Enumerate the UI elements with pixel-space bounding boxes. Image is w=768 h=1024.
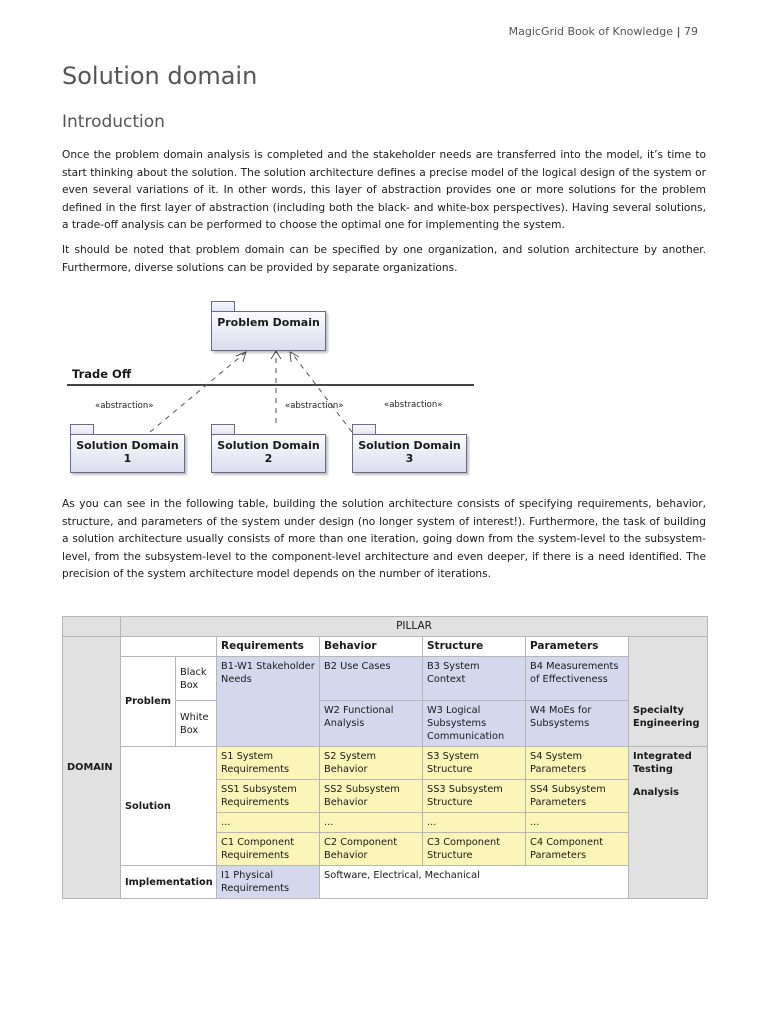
package-label: Problem Domain <box>211 311 326 351</box>
cell-s3: S3 System Structure <box>423 747 526 780</box>
column-header-parameters: Parameters <box>526 637 629 657</box>
side-label-analysis: Analysis <box>629 780 708 899</box>
header-separator: | <box>676 25 681 38</box>
cell-b2: B2 Use Cases <box>320 657 423 701</box>
trade-off-label: Trade Off <box>72 367 132 381</box>
package-solution-domain-3 <box>352 424 467 473</box>
column-header-structure: Structure <box>423 637 526 657</box>
package-solution-domain-1 <box>70 424 185 473</box>
package-label: Solution Domain 2 <box>211 434 326 473</box>
book-title: MagicGrid Book of Knowledge <box>508 25 673 38</box>
package-label: Solution Domain 1 <box>70 434 185 473</box>
stereotype-label-1: «abstraction» <box>95 401 154 411</box>
cell-b4: B4 Measurements of Effectiveness <box>526 657 629 701</box>
cell-w4: W4 MoEs for Subsystems <box>526 701 629 747</box>
package-problem-domain <box>211 301 326 351</box>
row-header-white-box: White Box <box>176 701 217 747</box>
pillar-table <box>62 616 708 899</box>
package-label: Solution Domain 3 <box>352 434 467 473</box>
cell-ellipsis-2: ... <box>320 813 423 833</box>
domain-header: DOMAIN <box>63 637 121 899</box>
cell-ss4: SS4 Subsystem Parameters <box>526 780 629 813</box>
row-header-problem: Problem <box>121 657 176 747</box>
cell-ellipsis-4: ... <box>526 813 629 833</box>
side-label-integrated-testing: Integrated Testing <box>629 747 708 780</box>
cell-b1: B1-W1 Stakeholder Needs <box>217 657 320 747</box>
cell-s1: S1 System Requirements <box>217 747 320 780</box>
row-header-solution: Solution <box>121 747 217 866</box>
row-header-implementation: Implementation <box>121 866 217 899</box>
cell-implementation-disciplines: Software, Electrical, Mechanical <box>320 866 629 899</box>
cell-ellipsis-1: ... <box>217 813 320 833</box>
cell-s4: S4 System Parameters <box>526 747 629 780</box>
page-number: 79 <box>684 25 698 38</box>
abstraction-link-3 <box>291 352 352 432</box>
abstraction-link-1 <box>150 352 246 432</box>
cell-c3: C3 Component Structure <box>423 833 526 866</box>
pillar-header: PILLAR <box>121 617 708 637</box>
paragraph-organizations: It should be noted that problem domain can be specified by one organization, and solution architecture by another. Furthermore, diverse solutions can be provided by separate organizations. <box>62 244 706 274</box>
cell-c2: C2 Component Behavior <box>320 833 423 866</box>
cell-w2: W2 Functional Analysis <box>320 701 423 747</box>
column-header-requirements: Requirements <box>217 637 320 657</box>
paragraph-intro: Once the problem domain analysis is completed and the stakeholder needs are transferred into the model, it’s time to start thinking about the solution. The solution architecture defines a precise model of the logical design of the system or even several variations of it. In other words, this layer of abstraction provides one or more solutions for the problem defined in the first layer of abstraction (including both the black- and white-box perspectives). Having several solutions, a trade-off analysis can be performed to choose the optimal one for implementing the system. <box>62 149 706 232</box>
cell-b3: B3 System Context <box>423 657 526 701</box>
stereotype-label-3: «abstraction» <box>384 400 443 410</box>
cell-ss1: SS1 Subsystem Requirements <box>217 780 320 813</box>
cell-c4: C4 Component Parameters <box>526 833 629 866</box>
cell-ss3: SS3 Subsystem Structure <box>423 780 526 813</box>
paragraph-table-intro: As you can see in the following table, building the solution architecture consists of specifying requirements, behavior, structure, and parameters of the system under design (no longer system of interest!). Furthermore, the task of building a solution architecture usually consists of more than one iteration, going down from the system-level to the subsystem-level, from the subsystem-level to the component-level architecture and even deeper, if there is a need identified. The precision of the system architecture model depends on the number of iterations. <box>62 498 706 581</box>
package-solution-domain-2 <box>211 424 326 473</box>
cell-ss2: SS2 Subsystem Behavior <box>320 780 423 813</box>
cell-ellipsis-3: ... <box>423 813 526 833</box>
column-header-behavior: Behavior <box>320 637 423 657</box>
stereotype-label-2: «abstraction» <box>285 401 344 411</box>
row-header-black-box: Black Box <box>176 657 217 701</box>
section-title: Solution domain <box>62 62 258 90</box>
cell-s2: S2 System Behavior <box>320 747 423 780</box>
subsection-title: Introduction <box>62 112 165 132</box>
cell-w3: W3 Logical Subsystems Communication <box>423 701 526 747</box>
cell-c1: C1 Component Requirements <box>217 833 320 866</box>
side-label-specialty: Specialty Engineering <box>629 637 708 747</box>
cell-i1: I1 Physical Requirements <box>217 866 320 899</box>
